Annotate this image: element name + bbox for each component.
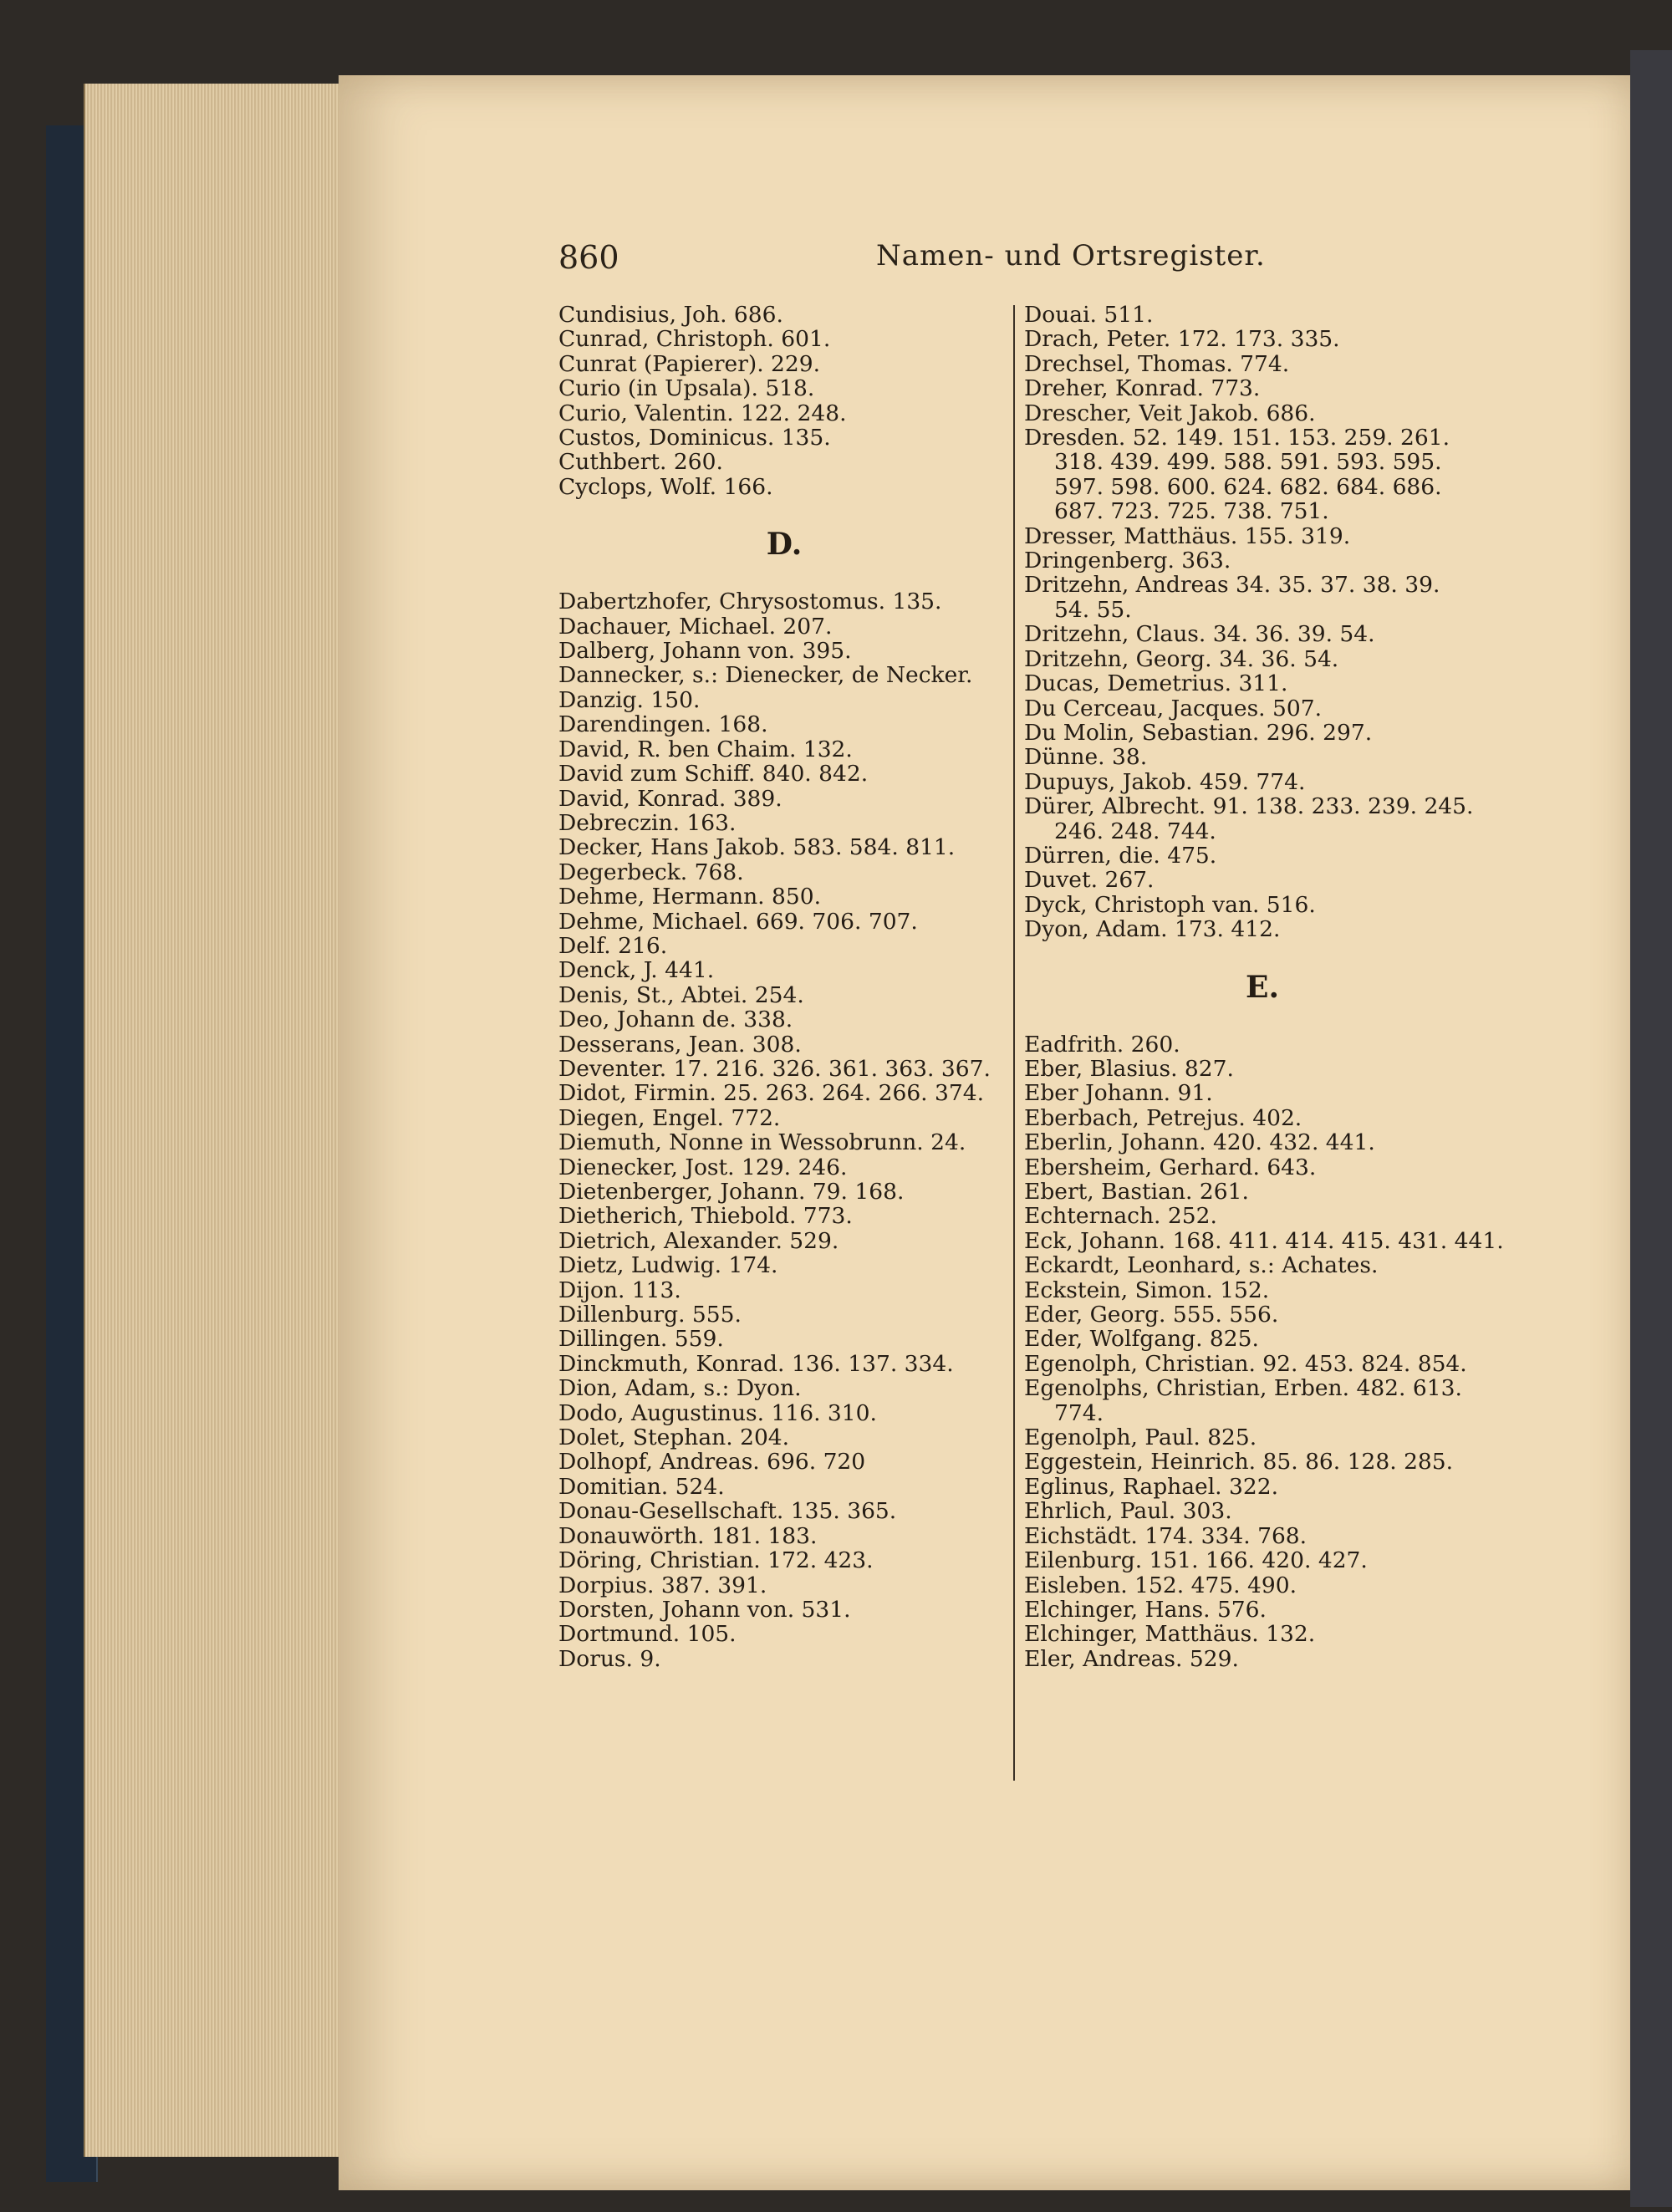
index-entry: Dorpius. 387. 391. (558, 1572, 767, 1598)
book-gutter (1630, 50, 1672, 2207)
index-entry: Eberbach, Petrejus. 402. (1024, 1104, 1302, 1131)
index-entry: Eder, Wolfgang. 825. (1024, 1326, 1259, 1353)
index-entry: Eber Johann. 91. (1024, 1080, 1213, 1107)
index-entry: Dillenburg. 555. (558, 1302, 742, 1328)
index-entry: Dresser, Matthäus. 155. 319. (1024, 522, 1351, 549)
column-divider (1013, 305, 1015, 1781)
index-entry: Döring, Christian. 172. 423. (558, 1547, 874, 1574)
index-entry: Danzig. 150. (558, 686, 701, 713)
index-entry: Denis, St., Abtei. 254. (558, 981, 804, 1008)
index-entry: Du Molin, Sebastian. 296. 297. (1024, 719, 1373, 746)
page-stack-edges (84, 84, 353, 2157)
index-entry: Elchinger, Hans. 576. (1024, 1596, 1267, 1623)
index-entry: Cuthbert. 260. (558, 449, 723, 476)
index-entry: Dalberg, Johann von. 395. (558, 638, 852, 665)
index-entry: Curio (in Upsala). 518. (558, 375, 815, 402)
index-entry: Darendingen. 168. (558, 711, 768, 738)
index-entry: Diegen, Engel. 772. (558, 1104, 781, 1131)
index-entry: Dietrich, Alexander. 529. (558, 1227, 839, 1254)
index-entry: David zum Schiff. 840. 842. (558, 761, 869, 787)
index-entry: 318. 439. 499. 588. 591. 593. 595. (1054, 449, 1442, 476)
index-entry: Ehrlich, Paul. 303. (1024, 1498, 1232, 1525)
index-entry: Dinckmuth, Konrad. 136. 137. 334. (558, 1350, 954, 1377)
index-entry: Ebert, Bastian. 261. (1024, 1179, 1249, 1205)
page-number: 860 (558, 239, 619, 276)
index-entry: Egenolph, Paul. 825. (1024, 1425, 1257, 1451)
index-entry: Deo, Johann de. 338. (558, 1007, 793, 1033)
index-entry: Dünne. 38. (1024, 744, 1148, 771)
left-column (558, 303, 1010, 1671)
index-entry: Eder, Georg. 555. 556. (1024, 1302, 1279, 1328)
index-entry: Eberlin, Johann. 420. 432. 441. (1024, 1129, 1375, 1156)
right-entries-d (1024, 303, 1501, 942)
section-heading-d: D. (766, 527, 803, 563)
index-entry: Dolhopf, Andreas. 696. 720 (558, 1449, 866, 1476)
index-entry: Dabertzhofer, Chrysostomus. 135. (558, 589, 942, 615)
index-entry: Cundisius, Joh. 686. (558, 302, 783, 328)
index-entry: Decker, Hans Jakob. 583. 584. 811. (558, 834, 956, 861)
index-entry: Deventer. 17. 216. 326. 361. 363. 367. (558, 1055, 991, 1082)
index-entry: Drescher, Veit Jakob. 686. (1024, 400, 1316, 426)
index-entry: Dijon. 113. (558, 1277, 681, 1303)
index-entry: 597. 598. 600. 624. 682. 684. 686. (1054, 473, 1442, 500)
running-head: Namen- und Ortsregister. (876, 239, 1266, 273)
index-entry: Echternach. 252. (1024, 1203, 1217, 1230)
index-entry: Donau-Gesellschaft. 135. 365. (558, 1498, 897, 1525)
index-entry: 246. 248. 744. (1054, 818, 1216, 844)
index-entry: Dresden. 52. 149. 151. 153. 259. 261. (1024, 425, 1450, 451)
index-entry: Eglinus, Raphael. 322. (1024, 1473, 1279, 1500)
index-entry: Eilenburg. 151. 166. 420. 427. (1024, 1547, 1368, 1574)
index-entry: Dürren, die. 475. (1024, 842, 1217, 869)
index-entry: Eadfrith. 260. (1024, 1031, 1180, 1058)
index-entry: Cyclops, Wolf. 166. (558, 473, 773, 500)
right-entries-e (1024, 1031, 1504, 1672)
index-entry: Degerbeck. 768. (558, 859, 744, 885)
index-entry: Dehme, Michael. 669. 706. 707. (558, 908, 918, 935)
index-entry: David, R. ben Chaim. 132. (558, 736, 853, 762)
index-entry: Didot, Firmin. 25. 263. 264. 266. 374. (558, 1080, 985, 1107)
index-entry: Douai. 511. (1024, 302, 1154, 328)
index-entry: Dietz, Ludwig. 174. (558, 1252, 778, 1279)
index-entry: Dietherich, Thiebold. 773. (558, 1203, 853, 1230)
index-entry: Eckardt, Leonhard, s.: Achates. (1024, 1252, 1379, 1279)
index-entry: Domitian. 524. (558, 1473, 725, 1500)
index-entry: Donauwörth. 181. 183. (558, 1522, 818, 1549)
index-entry: Eck, Johann. 168. 411. 414. 415. 431. 441. (1024, 1227, 1504, 1254)
index-entry: Dehme, Hermann. 850. (558, 884, 822, 910)
section-heading-e: E. (1246, 969, 1279, 1005)
index-entry: Eisleben. 152. 475. 490. (1024, 1572, 1297, 1598)
index-entry: Delf. 216. (558, 932, 668, 959)
index-entry: Diemuth, Nonne in Wessobrunn. 24. (558, 1129, 966, 1156)
index-entry: Denck, J. 441. (558, 957, 715, 984)
index-entry: Egenolph, Christian. 92. 453. 824. 854. (1024, 1350, 1467, 1377)
index-entry: Dorus. 9. (558, 1645, 661, 1672)
index-entry: Ducas, Demetrius. 311. (1024, 670, 1288, 697)
index-entry: Du Cerceau, Jacques. 507. (1024, 695, 1323, 721)
index-entry: Cunrad, Christoph. 601. (558, 326, 831, 353)
index-entry: Dortmund. 105. (558, 1621, 737, 1648)
index-entry: Dolet, Stephan. 204. (558, 1425, 790, 1451)
index-entry: 774. (1054, 1399, 1104, 1426)
index-entry: Ebersheim, Gerhard. 643. (1024, 1154, 1317, 1180)
index-entry: Eler, Andreas. 529. (1024, 1645, 1239, 1672)
index-entry: Eckstein, Simon. 152. (1024, 1277, 1270, 1303)
page-header (558, 239, 1495, 281)
index-entry: Dillingen. 559. (558, 1326, 724, 1353)
index-entry: Eichstädt. 174. 334. 768. (1024, 1522, 1308, 1549)
index-entry: Dienecker, Jost. 129. 246. (558, 1154, 848, 1180)
index-entry: Dachauer, Michael. 207. (558, 613, 833, 640)
index-entry: Drach, Peter. 172. 173. 335. (1024, 326, 1340, 353)
index-entry: Cunrat (Papierer). 229. (558, 350, 821, 377)
index-entry: Dringenberg. 363. (1024, 548, 1231, 574)
index-entry: Curio, Valentin. 122. 248. (558, 400, 847, 426)
index-entry: Dritzehn, Georg. 34. 36. 54. (1024, 645, 1339, 672)
index-entry: Dannecker, s.: Dienecker, de Necker. (558, 662, 973, 689)
index-entry: Dietenberger, Johann. 79. 168. (558, 1179, 905, 1205)
index-entry: Dorsten, Johann von. 531. (558, 1596, 851, 1623)
index-entry: Elchinger, Matthäus. 132. (1024, 1621, 1316, 1648)
index-entry: 54. 55. (1054, 596, 1132, 623)
left-entries-c (558, 303, 1010, 499)
index-entry: Dritzehn, Claus. 34. 36. 39. 54. (1024, 621, 1375, 648)
left-entries-d (558, 589, 1010, 1671)
index-entry: David, Konrad. 389. (558, 785, 782, 812)
right-column (1024, 302, 1504, 1672)
index-entry: 687. 723. 725. 738. 751. (1054, 498, 1329, 525)
index-entry: Dritzehn, Andreas 34. 35. 37. 38. 39. (1024, 572, 1440, 599)
index-entry: Egenolphs, Christian, Erben. 482. 613. (1024, 1375, 1462, 1402)
index-entry: Eber, Blasius. 827. (1024, 1055, 1234, 1082)
index-entry: Custos, Dominicus. 135. (558, 425, 831, 451)
index-entry: Drechsel, Thomas. 774. (1024, 350, 1290, 377)
index-entry: Dyon, Adam. 173. 412. (1024, 916, 1281, 943)
index-entry: Dreher, Konrad. 773. (1024, 375, 1261, 402)
index-entry: Desserans, Jean. 308. (558, 1031, 802, 1058)
index-entry: Dion, Adam, s.: Dyon. (558, 1375, 802, 1402)
index-entry: Debreczin. 163. (558, 809, 737, 836)
index-entry: Dupuys, Jakob. 459. 774. (1024, 768, 1306, 795)
index-entry: Duvet. 267. (1024, 867, 1155, 894)
index-entry: Eggestein, Heinrich. 85. 86. 128. 285. (1024, 1449, 1454, 1476)
index-entry: Dürer, Albrecht. 91. 138. 233. 239. 245. (1024, 793, 1474, 820)
index-entry: Dyck, Christoph van. 516. (1024, 891, 1316, 918)
index-entry: Dodo, Augustinus. 116. 310. (558, 1399, 877, 1426)
